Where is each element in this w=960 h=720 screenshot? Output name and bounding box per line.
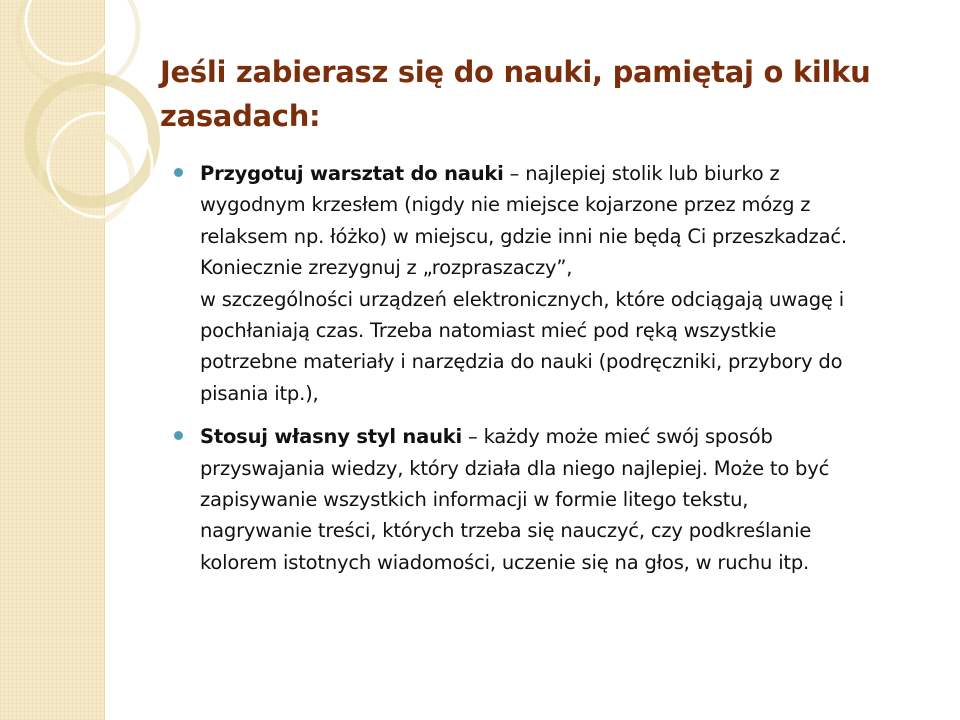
bullet-line: pochłaniają czas. Trzeba natomiast mieć pod ręką wszystkie bbox=[200, 319, 777, 343]
decorative-side-panel bbox=[0, 0, 105, 720]
bullet-line: – każdy może mieć swój sposób bbox=[462, 425, 773, 449]
bullet-line: nagrywanie treści, których trzeba się nauczyć, czy podkreślanie bbox=[200, 519, 812, 543]
bullet-line: – najlepiej stolik lub biurko z bbox=[503, 162, 780, 185]
bullet-text bbox=[200, 421, 936, 578]
bullet-line: w szczególności urządzeń elektronicznych, które odciągają uwagę i bbox=[200, 287, 844, 311]
bullet-line: zapisywanie wszystkich informacji w formie litego tekstu, bbox=[200, 488, 749, 512]
bullet-line: przyswajania wiedzy, który działa dla niego najlepiej. Może to być bbox=[200, 456, 830, 480]
bullet-item-learning-style bbox=[174, 421, 936, 578]
bullet-text bbox=[200, 158, 936, 409]
bullet-lead: Stosuj własny styl nauki bbox=[200, 425, 463, 449]
bullet-line: kolorem istotnych wiadomości, uczenie się na głos, w ruchu itp. bbox=[200, 550, 810, 574]
bullet-line: Koniecznie zrezygnuj z „rozpraszaczy”, bbox=[200, 256, 573, 280]
bullet-line: pisania itp.), bbox=[200, 381, 319, 405]
bullet-line: relaksem np. łóżko) w miejscu, gdzie inni nie będą Ci przeszkadzać. bbox=[200, 224, 847, 248]
bullet-line: potrzebne materiały i narzędzia do nauki (podręczniki, przybory do bbox=[200, 350, 843, 374]
bullet-dot-icon bbox=[174, 431, 183, 440]
slide-title: Jeśli zabierasz się do nauki, pamiętaj o kilku zasadach: bbox=[160, 55, 871, 133]
bullet-dot-icon bbox=[174, 168, 183, 177]
bullet-line: wygodnym krzesłem (nigdy nie miejsce kojarzone przez mózg z bbox=[200, 193, 811, 217]
bullet-list bbox=[174, 158, 936, 590]
bullet-item-workspace bbox=[174, 158, 936, 409]
bullet-lead: Przygotuj warsztat do nauki bbox=[200, 162, 504, 185]
